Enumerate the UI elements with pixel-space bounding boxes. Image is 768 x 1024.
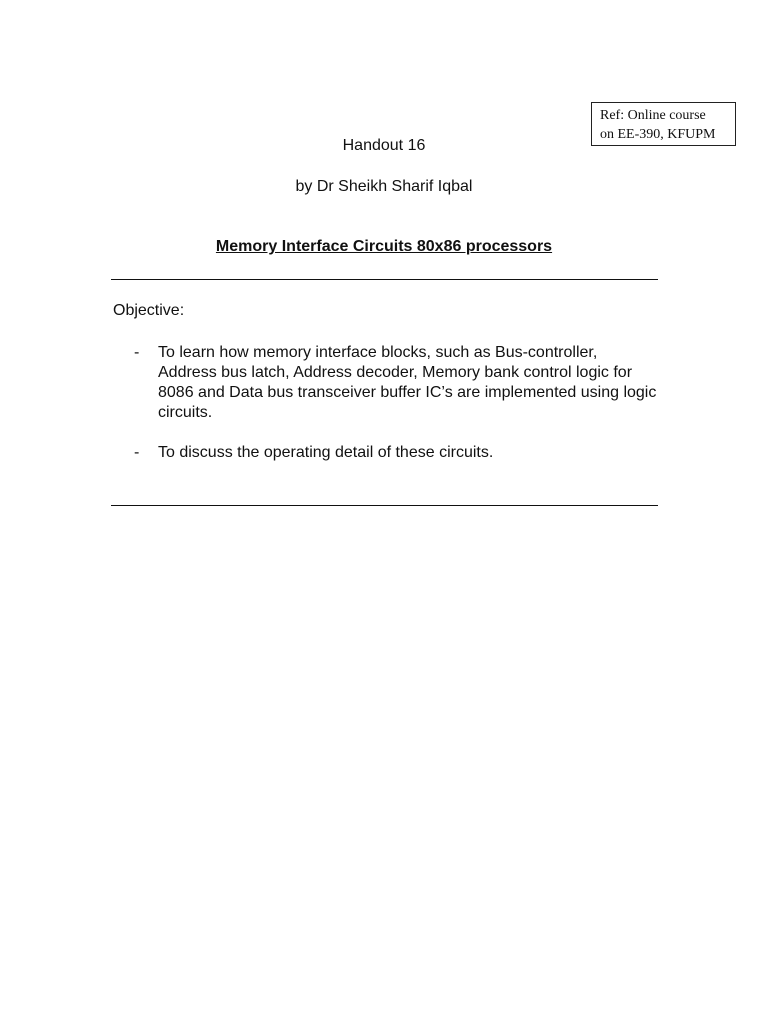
bullet-dash: - (134, 344, 140, 361)
reference-line-2: on EE-390, KFUPM (600, 127, 716, 142)
document-title: Memory Interface Circuits 80x86 processors (215, 238, 553, 255)
bottom-divider (111, 505, 658, 506)
objective-heading: Objective: (113, 302, 185, 319)
objective-item-text: To learn how memory interface blocks, such as Bus-controller, Address bus latch, Address decoder, Memory bank control logic for 8086 and Data bus transceiver buffer IC’s are implemented using logic circuits. (158, 344, 657, 421)
author-line: by Dr Sheikh Sharif Iqbal (295, 178, 473, 195)
handout-number: Handout 16 (342, 137, 426, 154)
reference-line-1: Ref: Online course (600, 108, 706, 123)
bullet-dash: - (134, 444, 140, 461)
objective-item-text: To discuss the operating detail of these circuits. (158, 444, 494, 461)
top-divider (111, 279, 658, 280)
